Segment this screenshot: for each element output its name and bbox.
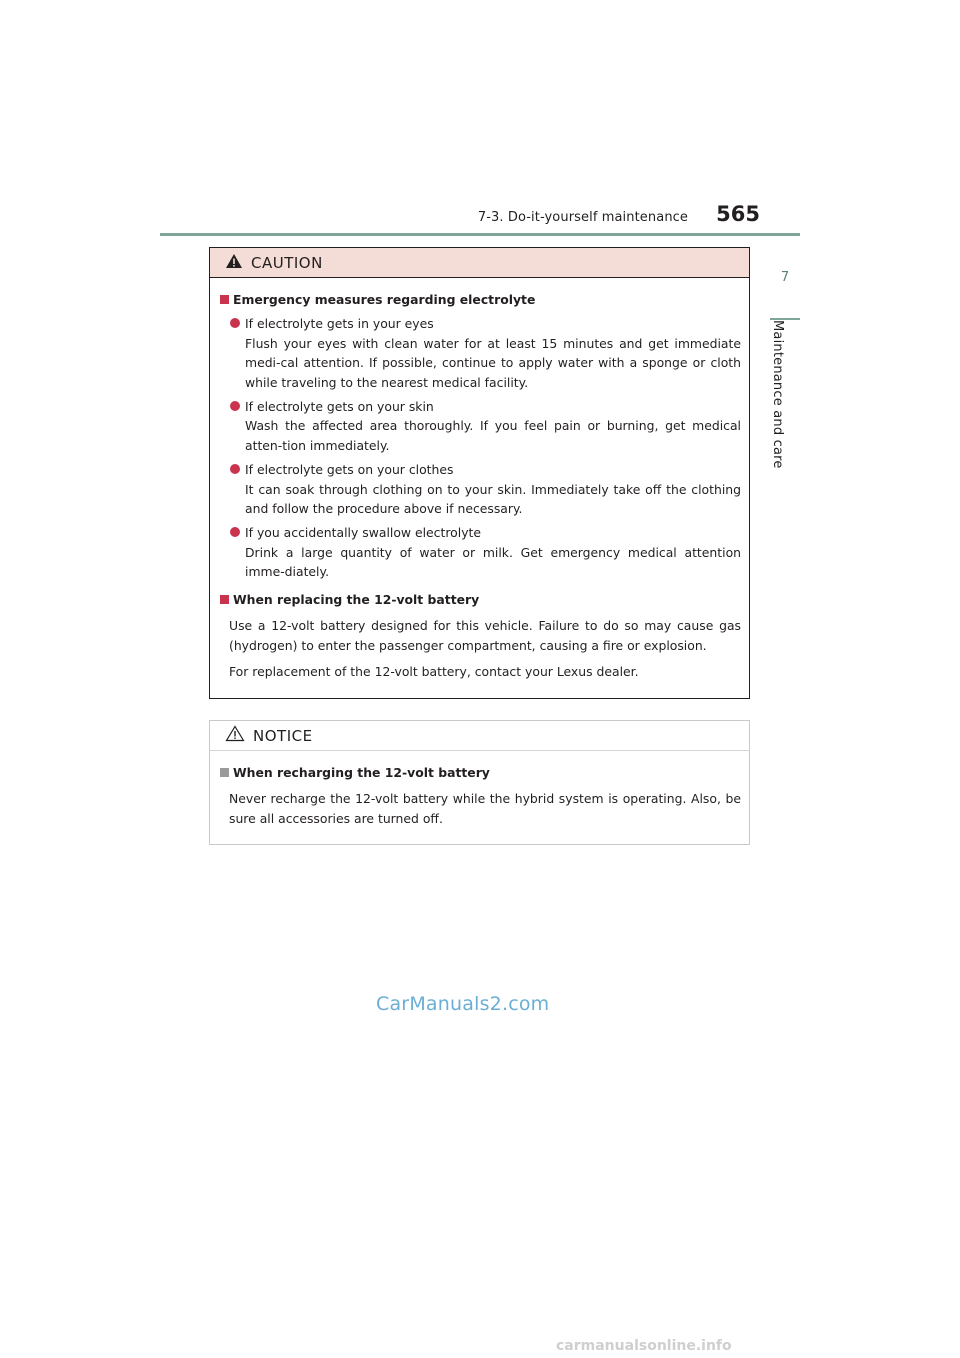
bullet-title: If you accidentally swallow electrolyte bbox=[245, 525, 482, 541]
notice-title: NOTICE bbox=[253, 726, 313, 745]
chapter-label: Maintenance and care bbox=[770, 320, 785, 469]
warning-triangle-outline-icon bbox=[225, 725, 245, 746]
notice-header bbox=[210, 721, 749, 751]
header-rule bbox=[160, 233, 800, 236]
bullet-text: Flush your eyes with clean water for at least 15 minutes and get immediate medi-cal attention. If possible, continue to apply water with a sponge or cloth while traveling to the nearest medical facility. bbox=[245, 335, 741, 390]
watermark-text: CarManuals2.com bbox=[376, 993, 550, 1015]
heading-text: When recharging the 12-volt battery bbox=[233, 765, 490, 780]
bullet-text: Wash the affected area thoroughly. If you feel pain or burning, get medical atten-tion immediately. bbox=[245, 418, 741, 453]
page-number: 565 bbox=[716, 202, 760, 226]
round-bullet-icon bbox=[230, 527, 240, 537]
notice-heading bbox=[220, 763, 741, 782]
bullet-item bbox=[220, 314, 741, 392]
caution-header bbox=[210, 248, 749, 278]
bullet-text: It can soak through clothing on to your skin. Immediately take off the clothing and follow the procedure above if necessary. bbox=[245, 481, 741, 517]
page-header bbox=[160, 204, 800, 234]
caution-paragraph: Use a 12-volt battery designed for this vehicle. Failure to do so may cause gas (hydrogen) to enter the passenger compartment, causing a fire or explosion. bbox=[229, 618, 741, 653]
heading-text: Emergency measures regarding electrolyte bbox=[233, 292, 536, 307]
square-bullet-icon bbox=[220, 295, 229, 304]
warning-triangle-icon bbox=[225, 253, 243, 273]
round-bullet-icon bbox=[230, 318, 240, 328]
chapter-number: 7 bbox=[770, 236, 800, 318]
bullet-title: If electrolyte gets in your eyes bbox=[245, 316, 434, 332]
notice-body bbox=[210, 763, 749, 828]
bullet-item bbox=[220, 397, 741, 455]
caution-heading-replacing bbox=[220, 590, 741, 609]
square-bullet-icon bbox=[220, 595, 229, 604]
footer-watermark: carmanualsonline.info bbox=[556, 1338, 732, 1354]
chapter-label-wrap bbox=[770, 320, 800, 964]
square-bullet-icon bbox=[220, 768, 229, 777]
section-title: 7-3. Do-it-yourself maintenance bbox=[477, 210, 688, 225]
bullet-title: If electrolyte gets on your clothes bbox=[245, 462, 454, 478]
caution-body bbox=[210, 290, 749, 681]
caution-title: CAUTION bbox=[251, 253, 323, 272]
notice-paragraph: Never recharge the 12-volt battery while the hybrid system is operating. Also, be sure all accessories are turned off. bbox=[229, 791, 741, 826]
bullet-title: If electrolyte gets on your skin bbox=[245, 399, 434, 415]
caution-paragraph: For replacement of the 12-volt battery, contact your Lexus dealer. bbox=[229, 663, 639, 679]
round-bullet-icon bbox=[230, 401, 240, 411]
caution-box bbox=[209, 247, 750, 699]
round-bullet-icon bbox=[230, 464, 240, 474]
notice-box bbox=[209, 720, 750, 845]
bullet-text: Drink a large quantity of water or milk. Get emergency medical attention imme-diately. bbox=[245, 544, 741, 580]
caution-heading-electrolyte bbox=[220, 290, 741, 309]
bullet-item bbox=[220, 460, 741, 518]
heading-text: When replacing the 12-volt battery bbox=[233, 591, 480, 607]
chapter-side-tab bbox=[770, 236, 800, 964]
bullet-item bbox=[220, 523, 741, 581]
